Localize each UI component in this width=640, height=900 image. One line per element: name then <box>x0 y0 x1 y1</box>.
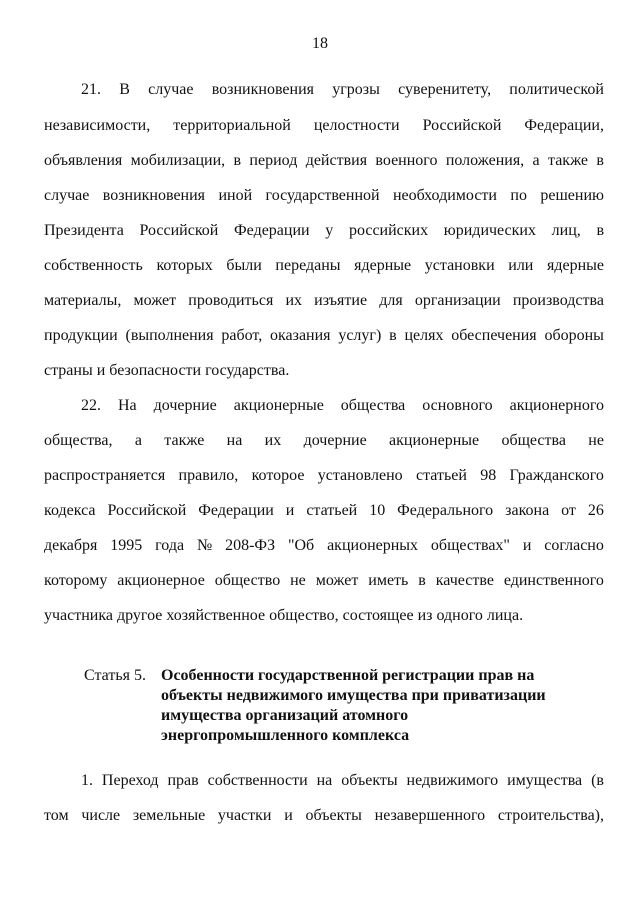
word: изъятие <box>314 292 368 309</box>
word: а <box>134 432 142 449</box>
word: собственность <box>44 257 143 274</box>
word: суверенитету, <box>398 81 492 98</box>
word: декабря <box>44 537 98 554</box>
word: решению <box>540 187 604 204</box>
word: акционерные <box>233 397 324 414</box>
word: прав <box>167 772 199 789</box>
article-title <box>161 666 546 746</box>
word: На <box>117 397 137 414</box>
word: в <box>596 222 604 239</box>
paragraph-22-line-5 <box>44 536 604 556</box>
word: лиц, <box>551 222 581 239</box>
article-title-line: объекты недвижимого имущества при приватизации <box>161 687 546 704</box>
word: распространяется <box>44 467 166 484</box>
word: недвижимого <box>406 772 499 789</box>
word: Федерации <box>234 222 310 239</box>
word: оказания <box>270 327 331 344</box>
word: № <box>196 537 213 554</box>
word: независимости, <box>44 117 151 134</box>
word: статьей <box>415 467 467 484</box>
word: обеспечения <box>451 327 537 344</box>
word: случае <box>44 187 90 204</box>
paragraph-22-line-6 <box>44 571 604 591</box>
word: может <box>315 572 359 589</box>
word: действия <box>305 152 368 169</box>
word: в <box>389 327 397 344</box>
word: военного <box>375 152 438 169</box>
word: "Об <box>287 537 315 554</box>
word: проводиться <box>188 292 274 309</box>
word: угрозы <box>332 81 380 98</box>
word: закона <box>505 502 550 519</box>
word: (выполнения <box>125 327 214 344</box>
paragraph-21-line-5 <box>44 221 604 241</box>
word: иной <box>218 187 253 204</box>
article-label: Статья 5. <box>84 667 146 684</box>
word: у <box>325 222 334 239</box>
paragraph-21-line-3 <box>44 151 604 171</box>
article-5-paragraph-1-line-1 <box>81 771 604 791</box>
paragraph-21-line-9: страны и безопасности государства. <box>44 362 290 379</box>
word: кодекса <box>44 502 96 519</box>
word: (в <box>591 772 604 789</box>
word: не <box>290 572 306 589</box>
word: обороны <box>544 327 604 344</box>
word: 208-ФЗ <box>225 537 276 554</box>
word: продукции <box>44 327 118 344</box>
word: государственной <box>265 187 380 204</box>
word: числе <box>81 807 121 824</box>
word: и <box>522 537 532 554</box>
word: Федерального <box>397 502 494 519</box>
word: положения, <box>445 152 525 169</box>
paragraph-21-line-1 <box>81 80 604 100</box>
word: дочерние <box>303 432 367 449</box>
word: от <box>561 502 576 519</box>
word: незавершенного <box>374 807 486 824</box>
word: производства <box>512 292 604 309</box>
word: общества <box>340 397 406 414</box>
word: акционерное <box>117 572 205 589</box>
word: акционерного <box>509 397 604 414</box>
word: период <box>249 152 298 169</box>
word: и <box>285 502 295 519</box>
word: необходимости <box>392 187 497 204</box>
article-title-line: Особенности государственной регистрации прав на <box>161 667 535 684</box>
word: также <box>548 152 589 169</box>
word: или <box>508 257 534 274</box>
word: общество <box>214 572 281 589</box>
paragraph-22-line-2 <box>44 431 604 451</box>
word: имущества <box>507 772 583 789</box>
word: акционерные <box>389 432 480 449</box>
word: установлено <box>317 467 403 484</box>
word: 26 <box>587 502 604 519</box>
word: качестве <box>435 572 494 589</box>
article-title-line: энергопромышленного комплекса <box>161 727 410 744</box>
word: организации <box>414 292 501 309</box>
word: 22. <box>81 397 101 414</box>
word: возникновения <box>211 81 314 98</box>
paragraph-22-line-4 <box>44 501 604 521</box>
word: объекты <box>341 772 398 789</box>
word: обществах" <box>430 537 510 554</box>
word: объявления <box>44 152 123 169</box>
paragraph-21-line-6 <box>44 256 604 276</box>
article-title-line: имущества организаций атомного <box>161 707 409 724</box>
word: общества, <box>44 432 113 449</box>
word: целостности <box>313 117 400 134</box>
word: В <box>119 81 130 98</box>
word: случае <box>148 81 194 98</box>
word: по <box>510 187 527 204</box>
paragraph-21-line-7 <box>44 291 604 311</box>
word: 1995 <box>110 537 143 554</box>
word: юридических <box>443 222 536 239</box>
page-number: 18 <box>312 35 328 52</box>
word: 1. <box>81 772 93 789</box>
word: которое <box>251 467 305 484</box>
word: материалы, <box>44 292 122 309</box>
word: и <box>284 807 293 824</box>
word: установки <box>424 257 495 274</box>
word: года <box>155 537 185 554</box>
word: единственного <box>503 572 604 589</box>
word: участки <box>217 807 272 824</box>
word: также <box>164 432 205 449</box>
word: Российской <box>139 222 219 239</box>
word: в <box>418 572 426 589</box>
word: статьей <box>306 502 358 519</box>
article-5-paragraph-1-line-2 <box>44 806 604 826</box>
word: российских <box>348 222 429 239</box>
word: основного <box>422 397 493 414</box>
word: возникновения <box>102 187 206 204</box>
word: ядерные <box>546 257 604 274</box>
word: земельные <box>132 807 206 824</box>
paragraph-22-line-7: участника другое хозяйственное общество, состоящее из одного лица. <box>44 607 524 624</box>
word: Российской <box>422 117 502 134</box>
word: которых <box>156 257 213 274</box>
word: иметь <box>368 572 409 589</box>
word: объекты <box>305 807 362 824</box>
word: собственности <box>207 772 308 789</box>
word: которому <box>44 572 108 589</box>
word: Российской <box>107 502 187 519</box>
word: были <box>226 257 262 274</box>
word: для <box>379 292 403 309</box>
paragraph-22-line-1 <box>81 396 604 416</box>
word: Президента <box>44 222 124 239</box>
word: согласно <box>544 537 604 554</box>
word: их <box>285 292 302 309</box>
word: 98 <box>480 467 497 484</box>
word: их <box>264 432 282 449</box>
word: правило, <box>178 467 239 484</box>
word: целях <box>404 327 444 344</box>
word: переданы <box>275 257 341 274</box>
word: Федерации, <box>524 117 604 134</box>
word: Федерации <box>198 502 274 519</box>
word: не <box>588 432 604 449</box>
word: Гражданского <box>509 467 604 484</box>
paragraph-21-line-4 <box>44 186 604 206</box>
word: может <box>133 292 177 309</box>
word: 21. <box>81 81 101 98</box>
word: работ, <box>221 327 263 344</box>
word: Переход <box>101 772 159 789</box>
word: общества <box>501 432 566 449</box>
word: услуг) <box>338 327 382 344</box>
word: территориальной <box>173 117 291 134</box>
word: мобилизации, <box>130 152 226 169</box>
word: ядерные <box>354 257 412 274</box>
word: том <box>44 807 69 824</box>
paragraph-21-line-8 <box>44 326 604 346</box>
word: политической <box>509 81 604 98</box>
word: строительства), <box>497 807 604 824</box>
word: на <box>316 772 333 789</box>
word: акционерных <box>327 537 419 554</box>
word: в <box>233 152 242 169</box>
paragraph-21-line-2 <box>44 116 604 136</box>
paragraph-22-line-3 <box>44 466 604 486</box>
word: в <box>596 152 604 169</box>
word: на <box>226 432 243 449</box>
word: 10 <box>369 502 386 519</box>
word: а <box>532 152 540 169</box>
word: дочерние <box>153 397 217 414</box>
